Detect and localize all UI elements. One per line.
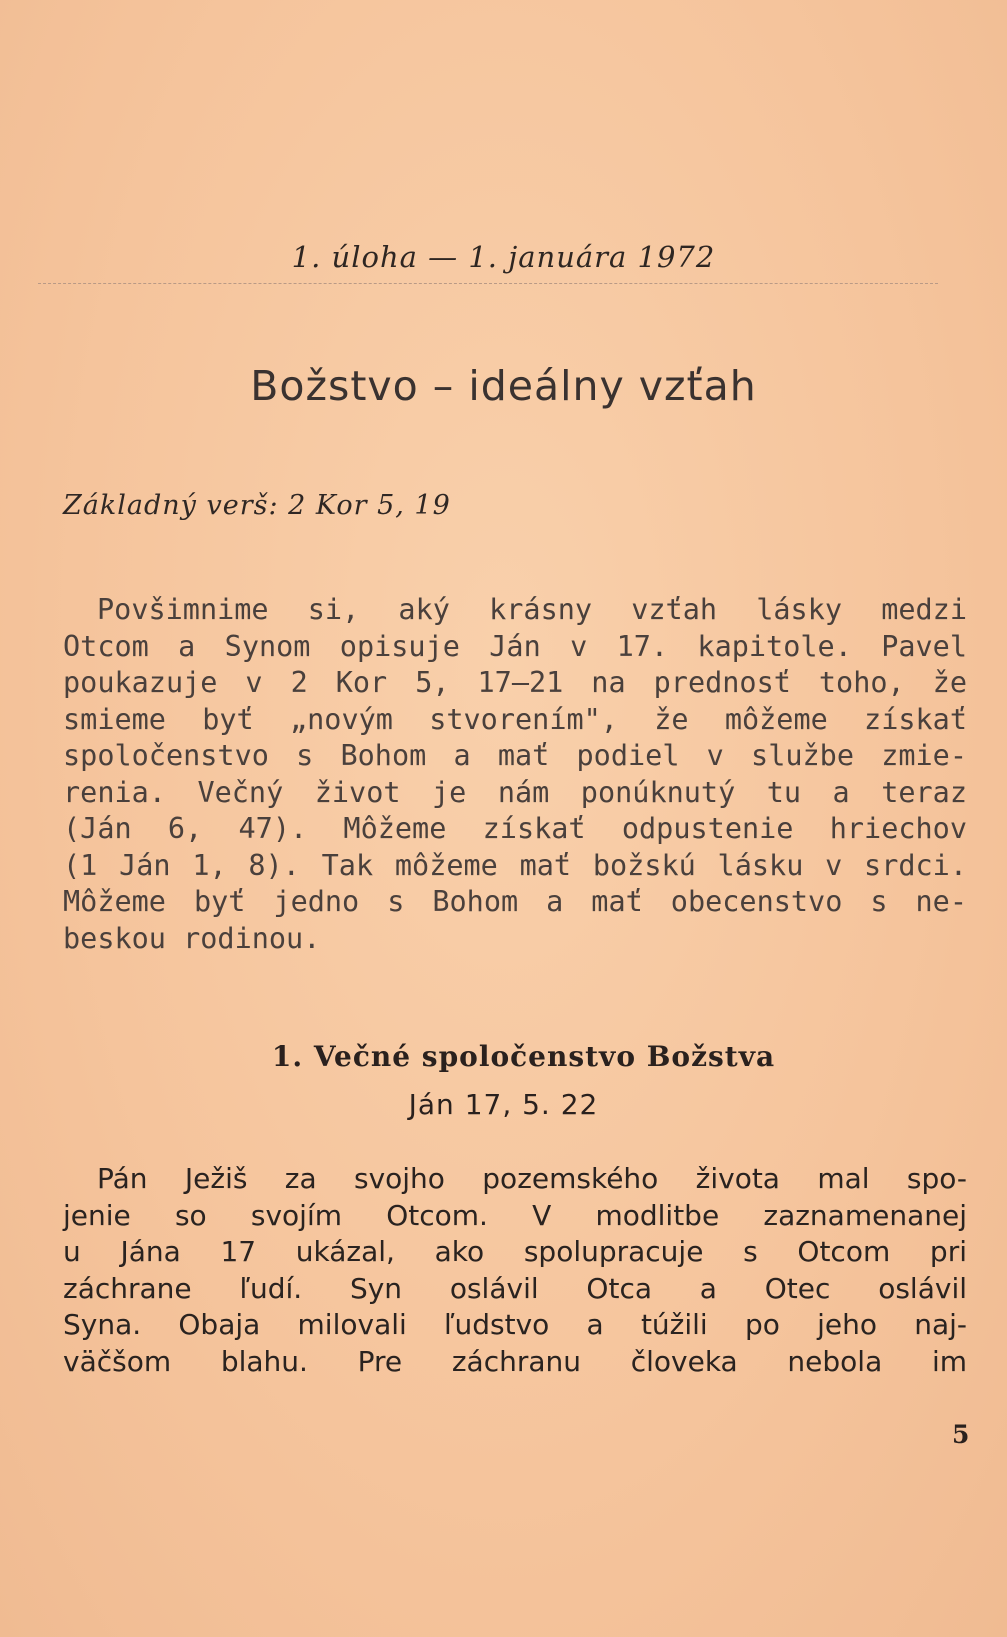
- paragraph-line: Pán Ježiš za svojho pozemského života mal spo-: [97, 1162, 967, 1195]
- page-number: 5: [952, 1420, 970, 1449]
- paragraph-line: záchrane ľudí. Syn oslávil Otca a Otec oslávil: [63, 1271, 967, 1305]
- section-paragraph: [63, 1161, 967, 1380]
- lesson-header: 1. úloha — 1. januára 1972: [291, 240, 716, 274]
- key-verse: Základný verš: 2 Kor 5, 19: [63, 490, 451, 521]
- section-heading: 1. Večné spoločenstvo Božstva: [271, 1040, 776, 1073]
- paragraph-line: väčšom blahu. Pre záchranu človeka nebola im: [63, 1344, 967, 1378]
- paragraph-line: (Ján 6, 47). Môžeme získať odpustenie hriechov: [63, 812, 967, 845]
- paragraph-line: renia. Večný život je nám ponúknutý tu a teraz: [63, 775, 967, 809]
- paragraph-line: Povšimnime si, aký krásny vzťah lásky medzi: [97, 593, 967, 626]
- paragraph-line: u Jána 17 ukázal, ako spolupracuje s Otcom pri: [63, 1235, 967, 1268]
- paragraph-line: poukazuje v 2 Kor 5, 17—21 na prednosť toho, že: [63, 666, 967, 699]
- paragraph-line: (1 Ján 1, 8). Tak môžeme mať božskú lásku v srdci.: [63, 848, 967, 882]
- paragraph-line: jenie so svojím Otcom. V modlitbe zaznamenanej: [63, 1198, 967, 1232]
- section-reference: Ján 17, 5. 22: [408, 1088, 599, 1121]
- paragraph-line: Syna. Obaja milovali ľudstvo a túžili po jeho naj-: [63, 1308, 967, 1341]
- paragraph-line: Otcom a Synom opisuje Ján v 17. kapitole. Pavel: [63, 629, 967, 663]
- lesson-title: Božstvo – ideálny vzťah: [250, 362, 757, 410]
- paragraph-line: Môžeme byť jedno s Bohom a mať obecenstvo s ne-: [63, 885, 967, 918]
- paragraph-line: smieme byť „novým stvorením", že môžeme získať: [63, 702, 967, 736]
- paragraph-line: spoločenstvo s Bohom a mať podiel v službe zmie-: [63, 739, 967, 772]
- header-divider: [38, 283, 938, 284]
- paragraph-line: beskou rodinou.: [63, 921, 321, 955]
- intro-paragraph: [63, 592, 967, 957]
